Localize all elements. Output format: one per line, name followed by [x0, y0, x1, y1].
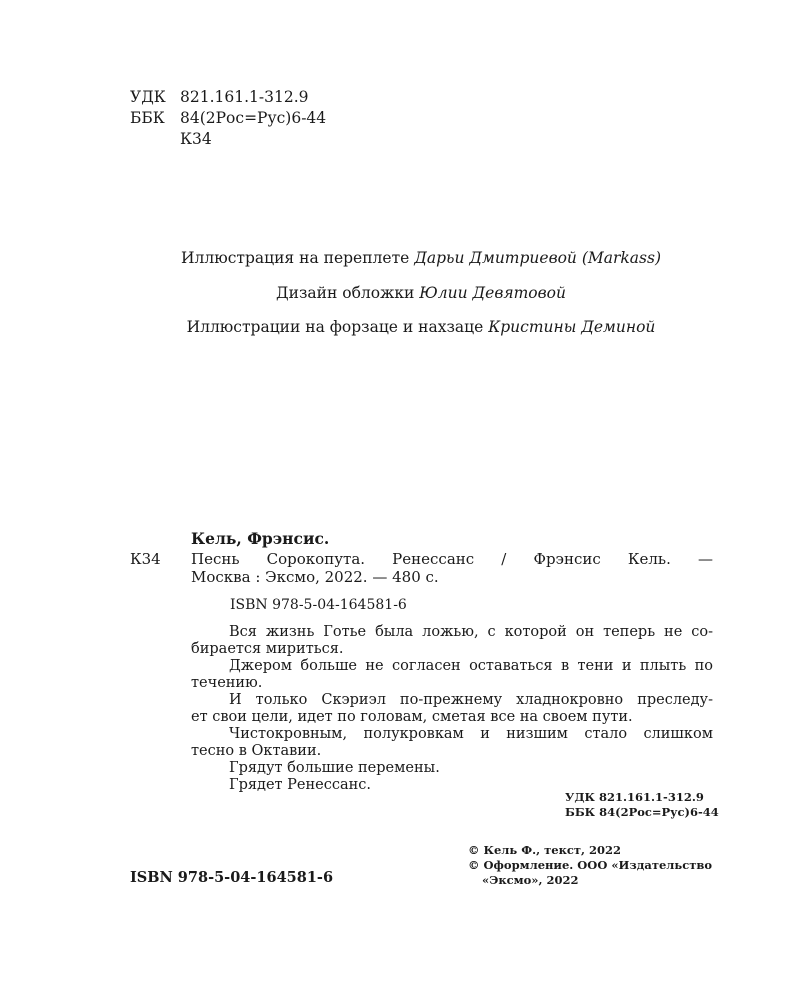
credit-name: Юлии Девятовой: [419, 284, 566, 302]
author-mark: К34: [180, 130, 212, 148]
annotation-line: бирается мириться.: [191, 641, 344, 657]
card-isbn: ISBN 978-5-04-164581-6: [230, 597, 407, 613]
card-annotation: [191, 624, 713, 794]
card-bbk: ББК 84(2Рос=Рус)6-44: [565, 805, 719, 819]
credit-cover-design: [0, 284, 800, 302]
udk-label: УДК: [130, 88, 166, 106]
annotation-line: Чистокровным, полукровкам и низшим стало слишком: [229, 726, 713, 742]
copyright-text: © Кель Ф., текст, 2022: [468, 843, 622, 857]
copyright-design: © Оформление. ООО «Издательство: [468, 858, 712, 872]
credit-name: Дарьи Дмитриевой (Markass): [414, 249, 661, 267]
annotation-line: И только Скэриэл по-прежнему хладнокровно преследу-: [229, 692, 713, 708]
udk-value: 821.161.1-312.9: [180, 88, 309, 106]
card-author: Кель, Фрэнсис.: [191, 529, 330, 548]
annotation-line: Грядут большие перемены.: [229, 760, 440, 776]
credit-name: Кристины Деминой: [488, 318, 656, 336]
annotation-line: ет свои цели, идет по головам, сметая все на своем пути.: [191, 709, 633, 725]
annotation-line: Грядет Ренессанс.: [229, 777, 372, 793]
card-udk: УДК 821.161.1-312.9: [565, 790, 704, 804]
annotation-line: тесно в Октавии.: [191, 743, 322, 759]
credit-endpaper-illustration: [0, 318, 800, 336]
bottom-isbn: ISBN 978-5-04-164581-6: [130, 869, 334, 886]
bbk-value: 84(2Рос=Рус)6-44: [180, 109, 327, 127]
card-publisher-line: Москва : Эксмо, 2022. — 480 с.: [191, 568, 439, 586]
annotation-line: Джером больше не согласен оставаться в тени и плыть по: [229, 658, 713, 674]
card-title-line: Песнь Сорокопута. Ренессанс / Фрэнсис Кель. —: [191, 550, 713, 568]
annotation-line: течению.: [191, 675, 263, 691]
card-code: К34: [130, 550, 161, 568]
annotation-line: Вся жизнь Готье была ложью, с которой он теперь не со-: [229, 624, 713, 640]
bbk-label: ББК: [130, 109, 165, 127]
copyright-publisher: «Эксмо», 2022: [482, 873, 579, 887]
credit-cover-illustration: [0, 249, 800, 267]
credit-prefix: Дизайн обложки: [276, 284, 420, 302]
credit-prefix: Иллюстрация на переплете: [181, 249, 415, 267]
credit-prefix: Иллюстрации на форзаце и нахзаце: [186, 318, 489, 336]
